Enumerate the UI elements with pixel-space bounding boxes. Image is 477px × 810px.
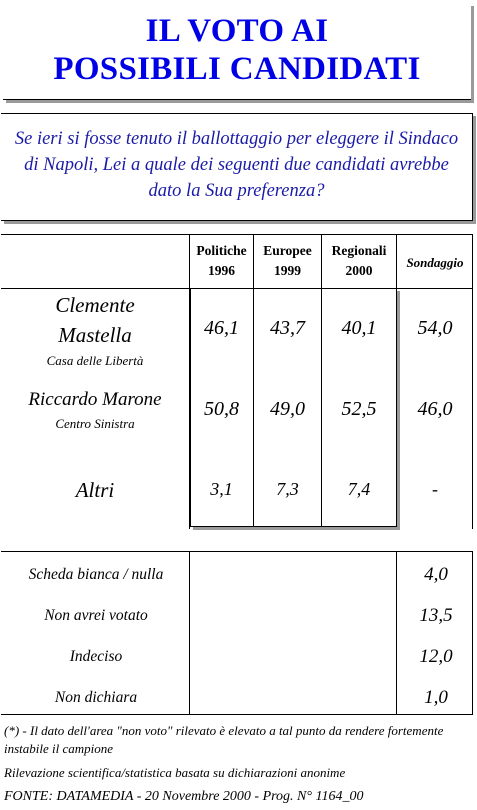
row-value-non-avrei-votato: 13,5 — [419, 605, 453, 626]
column-header-regionali: Regionali 2000 — [331, 243, 387, 278]
candidate-name-altri: Altri — [75, 478, 115, 502]
candidate-party-mastella: Casa delle Libertà — [46, 353, 144, 368]
row-label-non-dichiara: Non dichiara — [54, 689, 138, 706]
title-line-1: IL VOTO AI — [145, 13, 329, 49]
value-cell: 46,1 — [204, 317, 239, 339]
value-cell: 7,4 — [347, 479, 371, 499]
candidate-party-marone: Centro Sinistra — [55, 416, 135, 431]
footnote-source: FONTE: DATAMEDIA - 20 Novembre 2000 - Prog. N° 1164_00 — [4, 789, 364, 804]
row-label-indeciso: Indeciso — [69, 648, 123, 665]
data-columns-frame — [190, 288, 397, 527]
column-header-politiche: Politiche 1996 — [196, 243, 247, 278]
value-cell: 40,1 — [341, 317, 377, 339]
row-label-non-avrei-votato: Non avrei votato — [44, 607, 148, 624]
question-box — [1, 113, 473, 221]
row-value-non-dichiara: 1,0 — [424, 687, 448, 708]
value-cell: 43,7 — [270, 317, 305, 339]
column-header-sondaggio: Sondaggio — [406, 255, 464, 270]
title-line-2: POSSIBILI CANDIDATI — [53, 51, 421, 87]
footnote-method: Rilevazione scientifica/statistica basata su dichiarazioni anonime — [4, 765, 346, 780]
column-header-europee: Europee 1999 — [263, 243, 312, 278]
value-cell: 50,8 — [204, 398, 239, 420]
row-label-scheda-bianca: Scheda bianca / nulla — [28, 566, 164, 583]
value-cell: 52,5 — [341, 398, 377, 420]
title-box — [3, 3, 471, 100]
value-cell: 3,1 — [210, 479, 233, 499]
sondaggio-value: 54,0 — [417, 317, 453, 339]
sondaggio-value: 46,0 — [417, 398, 453, 420]
question-text: Se ieri si fosse tenuto il ballottaggio per eleggere il Sindaco di Napoli, Lei a quale dei seguenti due candidati avrebbe dato la Sua preferenza? — [14, 129, 459, 201]
row-value-indeciso: 12,0 — [419, 646, 453, 667]
row-value-scheda-bianca: 4,0 — [424, 564, 448, 585]
sondaggio-value: - — [432, 479, 438, 499]
col-divider — [396, 552, 397, 715]
value-cell: 7,3 — [276, 479, 299, 499]
footnote-non-voto: (*) - Il dato dell'area "non voto" rilevato è elevato a tal punto da rendere fortemente instabile il campione — [4, 723, 444, 756]
candidate-name-marone: Riccardo Marone — [28, 389, 162, 410]
candidate-name-mastella: Clemente Mastella — [55, 293, 135, 347]
non-voto-table — [1, 551, 473, 715]
value-cell: 49,0 — [270, 398, 305, 420]
